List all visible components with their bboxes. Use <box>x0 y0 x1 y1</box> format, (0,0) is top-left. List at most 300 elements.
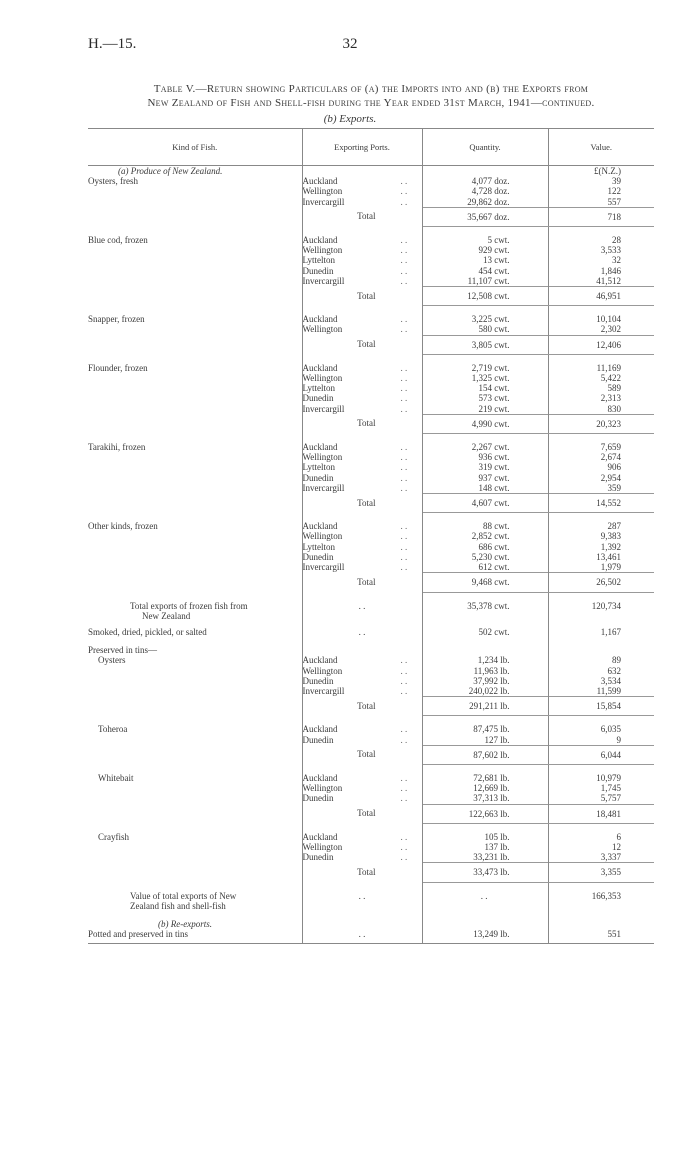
reexports-value: 551 <box>607 929 621 940</box>
spacer-row <box>88 513 654 522</box>
quantity-value: 11,107 cwt. <box>467 275 510 286</box>
empty-cell <box>422 823 548 832</box>
empty-cell <box>88 494 302 513</box>
total-value: 14,552 <box>548 494 654 513</box>
total-row <box>88 207 654 226</box>
exporting-ports-cell <box>302 314 422 335</box>
leader-dots: . . <box>400 176 408 187</box>
spacer-row <box>88 716 654 725</box>
total-value: 3,355 <box>548 863 654 882</box>
empty-cell <box>548 306 654 315</box>
empty-cell <box>88 823 302 832</box>
port-name: Lyttelton . . <box>302 541 408 552</box>
empty-cell <box>548 354 654 363</box>
value-amount: 2,954 <box>600 472 621 483</box>
frozen-total-label <box>88 601 302 621</box>
table-title <box>88 82 654 110</box>
empty-cell <box>88 697 302 716</box>
empty-cell <box>88 513 302 522</box>
empty-cell <box>548 227 654 236</box>
empty-cell <box>422 637 548 645</box>
port-name: Wellington . . <box>302 841 408 852</box>
empty-cell <box>88 434 302 443</box>
value-amount: 287 <box>607 521 621 532</box>
reexports-quantity: 13,249 lb. <box>422 929 548 939</box>
empty-cell <box>88 207 302 226</box>
empty-cell <box>422 592 548 601</box>
frozen-total-line1: Total exports of frozen fish from <box>130 600 248 611</box>
empty-cell <box>88 764 302 773</box>
quantity-value: 686 cwt. <box>478 541 510 552</box>
quantity-value: 37,992 lb. <box>473 675 510 686</box>
quantity-cell <box>422 724 548 745</box>
table-title-line1: Table V.—Return showing Particulars of (a) the Imports into and (b) the Exports from <box>153 83 589 95</box>
leader-dots: . . <box>400 482 408 493</box>
leader-dots: . . <box>400 665 408 676</box>
value-cell <box>548 235 654 287</box>
col-header-value: Value. <box>548 129 654 166</box>
quantity-cell <box>422 521 548 573</box>
value-amount: 6 <box>616 831 621 842</box>
total-value: 718 <box>548 207 654 226</box>
table-body <box>88 166 654 944</box>
leader-dots: . . <box>400 373 408 384</box>
quantity-value: 33,231 lb. <box>473 852 510 863</box>
dots-cell: . . <box>302 891 422 911</box>
leader-dots: . . <box>400 724 408 735</box>
empty-cell <box>422 911 548 919</box>
quantity-value: 127 lb. <box>484 734 510 745</box>
value-amount: 2,302 <box>600 324 621 335</box>
leader-dots: . . <box>400 275 408 286</box>
total-value: 6,044 <box>548 745 654 764</box>
produce-heading: (a) Produce of New Zealand. <box>118 166 223 176</box>
empty-cell <box>88 863 302 882</box>
quantity-cell <box>422 832 548 863</box>
empty-cell <box>88 287 302 306</box>
quantity-value: 105 lb. <box>484 831 510 842</box>
total-value: 20,323 <box>548 414 654 433</box>
preserved-heading-row <box>88 645 654 655</box>
empty-cell <box>548 637 654 645</box>
fish-kind-cell <box>88 314 302 335</box>
port-name: Dunedin . . <box>302 793 408 804</box>
fish-group-row <box>88 166 654 208</box>
quantity-value: 929 cwt. <box>478 245 510 256</box>
fish-group-row <box>88 521 654 573</box>
spacer-row <box>88 823 654 832</box>
value-amount: 39 <box>612 176 621 187</box>
empty-cell <box>302 306 422 315</box>
quantity-cell <box>422 166 548 208</box>
exporting-ports-cell <box>302 363 422 415</box>
quantity-value: 13 cwt. <box>483 255 510 266</box>
quantity-value: 2,719 cwt. <box>471 362 510 373</box>
value-cell <box>548 521 654 573</box>
empty-cell <box>422 354 548 363</box>
value-amount: 3,533 <box>600 245 621 256</box>
fish-kind-label: Crayfish <box>98 831 129 842</box>
total-label: Total <box>302 494 422 513</box>
fish-group-row <box>88 442 654 494</box>
value-amount: 89 <box>612 655 621 666</box>
reexports-label: Potted and preserved in tins <box>88 929 302 939</box>
total-quantity: 87,602 lb. <box>422 745 548 764</box>
total-row <box>88 573 654 592</box>
empty-cell <box>88 414 302 433</box>
total-value: 18,481 <box>548 804 654 823</box>
quantity-value: 148 cwt. <box>478 482 510 493</box>
empty-cell <box>422 919 548 929</box>
quantity-cell <box>422 235 548 287</box>
port-name: Wellington . . <box>302 783 408 794</box>
port-name: Auckland . . <box>302 655 408 666</box>
grand-total-value: 166,353 <box>591 890 621 901</box>
empty-cell <box>548 919 654 929</box>
leader-dots: . . <box>400 383 408 394</box>
empty-cell <box>422 939 548 944</box>
spacer-row <box>88 637 654 645</box>
smoked-quantity: 502 cwt. <box>422 621 548 637</box>
fish-kind-cell <box>88 724 302 745</box>
empty-cell <box>422 645 548 655</box>
value-cell <box>548 442 654 494</box>
value-cell <box>548 773 654 804</box>
port-name: Invercargill . . <box>302 685 408 696</box>
fish-kind-label: Tarakihi, frozen <box>88 442 146 453</box>
fish-group-row <box>88 363 654 415</box>
empty-cell <box>548 513 654 522</box>
exporting-ports-cell <box>302 235 422 287</box>
reexports-row <box>88 929 654 939</box>
spacer-row <box>88 434 654 443</box>
total-value: 46,951 <box>548 287 654 306</box>
empty-cell <box>88 592 302 601</box>
total-label: Total <box>302 804 422 823</box>
port-name: Auckland . . <box>302 772 408 783</box>
empty-cell <box>422 306 548 315</box>
port-name: Invercargill . . <box>302 275 408 286</box>
quantity-value: 12,669 lb. <box>473 783 510 794</box>
total-value: 15,854 <box>548 697 654 716</box>
value-amount: 2,674 <box>600 452 621 463</box>
empty-cell <box>548 939 654 944</box>
value-amount: 9,383 <box>600 531 621 542</box>
quantity-value: 2,267 cwt. <box>471 442 510 453</box>
quantity-value: 573 cwt. <box>478 393 510 404</box>
leader-dots: . . <box>400 314 408 325</box>
leader-dots: . . <box>400 472 408 483</box>
frozen-total-line2: New Zealand <box>142 610 191 621</box>
empty-cell <box>302 354 422 363</box>
quantity-value: 937 cwt. <box>478 472 510 483</box>
empty-cell <box>302 939 422 944</box>
quantity-value: 612 cwt. <box>478 562 510 573</box>
table-subtitle: (b) Exports. <box>323 113 377 125</box>
empty-cell <box>88 227 302 236</box>
leader-dots: . . <box>400 186 408 197</box>
port-name: Dunedin . . <box>302 393 408 404</box>
quantity-value: 88 cwt. <box>483 521 510 532</box>
empty-cell <box>548 882 654 891</box>
empty-cell <box>302 227 422 236</box>
quantity-value: 319 cwt. <box>478 462 510 473</box>
leader-dots: . . <box>400 655 408 666</box>
quantity-value: 3,225 cwt. <box>471 314 510 325</box>
value-amount: 359 <box>607 482 621 493</box>
fish-group-row <box>88 773 654 804</box>
total-label: Total <box>302 697 422 716</box>
port-name: Wellington . . <box>302 373 408 384</box>
quantity-value: 5 cwt. <box>487 235 510 246</box>
port-name: Wellington . . <box>302 186 408 197</box>
empty-cell <box>548 434 654 443</box>
value-amount: 557 <box>607 196 621 207</box>
empty-cell <box>422 513 548 522</box>
leader-dots: . . <box>400 793 408 804</box>
frozen-total-value: 120,734 <box>591 600 621 611</box>
quantity-value: 454 cwt. <box>478 265 510 276</box>
quantity-value: 4,728 doz. <box>471 186 510 197</box>
leader-dots: . . <box>400 852 408 863</box>
report-reference: H.—15. <box>88 36 137 52</box>
value-amount: 11,169 <box>596 362 621 373</box>
empty-cell <box>422 882 548 891</box>
leader-dots: . . <box>400 245 408 256</box>
value-amount: 1,745 <box>600 783 621 794</box>
empty-cell <box>548 716 654 725</box>
reexports-heading-row <box>88 919 654 929</box>
fish-kind-cell <box>88 773 302 804</box>
quantity-value: 87,475 lb. <box>473 724 510 735</box>
empty-cell <box>548 645 654 655</box>
value-amount: 41,512 <box>596 275 621 286</box>
total-quantity: 4,607 cwt. <box>422 494 548 513</box>
value-amount: 10,104 <box>596 314 621 325</box>
leader-dots: . . <box>400 324 408 335</box>
value-amount: 1,846 <box>600 265 621 276</box>
total-label: Total <box>302 335 422 354</box>
quantity-cell <box>422 773 548 804</box>
total-quantity: 35,667 doz. <box>422 207 548 226</box>
grand-total-line2: Zealand fish and shell-fish <box>130 900 226 911</box>
port-name: Auckland . . <box>302 521 408 532</box>
total-quantity: 33,473 lb. <box>422 863 548 882</box>
value-amount: 122 <box>607 186 621 197</box>
fish-kind-cell <box>88 655 302 696</box>
dots-cell: . . <box>422 891 548 911</box>
fish-kind-cell <box>88 166 302 208</box>
quantity-cell <box>422 655 548 696</box>
port-name: Wellington . . <box>302 324 408 335</box>
leader-dots: . . <box>400 531 408 542</box>
value-amount: 830 <box>607 403 621 414</box>
page-header <box>0 36 700 56</box>
empty-cell <box>548 911 654 919</box>
fish-kind-label: Oysters, fresh <box>88 176 138 187</box>
port-name: Lyttelton . . <box>302 383 408 394</box>
col-header-kind: Kind of Fish. <box>88 129 302 166</box>
fish-kind-label: Flounder, frozen <box>88 362 148 373</box>
fish-kind-cell <box>88 363 302 415</box>
total-value: 12,406 <box>548 335 654 354</box>
preserved-heading: Preserved in tins— <box>88 645 302 655</box>
leader-dots: . . <box>400 772 408 783</box>
leader-dots: . . <box>400 362 408 373</box>
port-name: Auckland . . <box>302 314 408 325</box>
port-name: Wellington . . <box>302 245 408 256</box>
quantity-value: 5,230 cwt. <box>471 551 510 562</box>
port-name: Dunedin . . <box>302 472 408 483</box>
port-name: Auckland . . <box>302 831 408 842</box>
quantity-value: 580 cwt. <box>478 324 510 335</box>
fish-kind-cell <box>88 442 302 494</box>
table-title-line2: New Zealand of Fish and Shell-fish during the Year ended 31st March, 1941—continued. <box>147 97 595 109</box>
empty-cell <box>422 227 548 236</box>
empty-cell <box>548 764 654 773</box>
dots-cell: . . <box>302 929 422 939</box>
leader-dots: . . <box>400 685 408 696</box>
leader-dots: . . <box>400 462 408 473</box>
exporting-ports-cell <box>302 655 422 696</box>
leader-dots: . . <box>400 393 408 404</box>
port-name: Dunedin . . <box>302 675 408 686</box>
quantity-cell <box>422 314 548 335</box>
fish-group-row <box>88 832 654 863</box>
empty-cell <box>302 911 422 919</box>
value-amount: 2,313 <box>600 393 621 404</box>
quantity-cell <box>422 363 548 415</box>
total-row <box>88 697 654 716</box>
fish-kind-cell <box>88 832 302 863</box>
value-amount: 12 <box>612 841 621 852</box>
fish-kind-label: Snapper, frozen <box>88 314 145 325</box>
leader-dots: . . <box>400 734 408 745</box>
spacer-row <box>88 306 654 315</box>
empty-cell <box>88 306 302 315</box>
empty-cell <box>302 882 422 891</box>
leader-dots: . . <box>400 235 408 246</box>
leader-dots: . . <box>400 841 408 852</box>
quantity-value: 72,681 lb. <box>473 772 510 783</box>
value-amount: 3,534 <box>600 675 621 686</box>
exporting-ports-cell <box>302 832 422 863</box>
quantity-value: 1,325 cwt. <box>471 373 510 384</box>
value-amount: 5,422 <box>600 373 621 384</box>
quantity-value: 154 cwt. <box>478 383 510 394</box>
quantity-value: 37,313 lb. <box>473 793 510 804</box>
total-row <box>88 335 654 354</box>
value-amount: 9 <box>616 734 621 745</box>
total-row <box>88 745 654 764</box>
port-name: Invercargill . . <box>302 403 408 414</box>
table-bottom-rule <box>88 939 654 944</box>
total-label: Total <box>302 573 422 592</box>
leader-dots: . . <box>400 675 408 686</box>
empty-cell <box>302 637 422 645</box>
total-quantity: 9,468 cwt. <box>422 573 548 592</box>
empty-cell <box>302 645 422 655</box>
empty-cell <box>88 716 302 725</box>
smoked-row <box>88 621 654 637</box>
leader-dots: . . <box>400 562 408 573</box>
empty-cell <box>548 592 654 601</box>
fish-group-row <box>88 655 654 696</box>
value-amount: 13,461 <box>596 551 621 562</box>
quantity-value: 1,234 lb. <box>477 655 510 666</box>
total-row <box>88 863 654 882</box>
reexports-heading: (b) Re-exports. <box>88 919 302 929</box>
quantity-value: 4,077 doz. <box>471 176 510 187</box>
exports-table <box>88 128 654 944</box>
grand-total-label <box>88 891 302 911</box>
spacer-row <box>88 592 654 601</box>
total-row <box>88 414 654 433</box>
fish-kind-label: Whitebait <box>98 772 134 783</box>
empty-cell <box>88 911 302 919</box>
port-name: Dunedin . . <box>302 551 408 562</box>
empty-cell <box>88 637 302 645</box>
value-amount: 7,659 <box>600 442 621 453</box>
dots-cell: . . <box>302 601 422 621</box>
fish-kind-cell <box>88 521 302 573</box>
fish-kind-cell <box>88 235 302 287</box>
value-amount: 10,979 <box>596 772 621 783</box>
dots-cell: . . <box>302 621 422 637</box>
port-name: Invercargill . . <box>302 482 408 493</box>
frozen-total-quantity: 35,378 cwt. <box>422 601 548 621</box>
spacer-line <box>303 166 422 176</box>
total-quantity: 4,990 cwt. <box>422 414 548 433</box>
leader-dots: . . <box>400 452 408 463</box>
value-amount: 5,757 <box>600 793 621 804</box>
value-cell <box>548 166 654 208</box>
spacer-row <box>88 911 654 919</box>
leader-dots: . . <box>400 541 408 552</box>
smoked-label: Smoked, dried, pickled, or salted <box>88 621 302 637</box>
value-amount: 11,599 <box>596 685 621 696</box>
leader-dots: . . <box>400 403 408 414</box>
value-amount: 32 <box>612 255 621 266</box>
table-header-row <box>88 129 654 166</box>
col-header-ports: Exporting Ports. <box>302 129 422 166</box>
exporting-ports-cell <box>302 773 422 804</box>
empty-cell <box>422 764 548 773</box>
empty-cell <box>302 513 422 522</box>
empty-cell <box>88 882 302 891</box>
total-label: Total <box>302 287 422 306</box>
empty-cell <box>88 745 302 764</box>
value-amount: 906 <box>607 462 621 473</box>
leader-dots: . . <box>400 265 408 276</box>
value-cell <box>548 724 654 745</box>
empty-cell <box>302 919 422 929</box>
value-amount: 28 <box>612 235 621 246</box>
total-row <box>88 287 654 306</box>
spacer-row <box>88 227 654 236</box>
col-header-quantity: Quantity. <box>422 129 548 166</box>
total-quantity: 122,663 lb. <box>422 804 548 823</box>
total-row <box>88 804 654 823</box>
empty-cell <box>422 716 548 725</box>
port-name: Wellington . . <box>302 531 408 542</box>
exporting-ports-cell <box>302 166 422 208</box>
fish-kind-label: Toheroa <box>98 724 128 735</box>
port-name: Dunedin . . <box>302 265 408 276</box>
leader-dots: . . <box>400 551 408 562</box>
grand-total-line1: Value of total exports of New <box>130 890 237 901</box>
fish-kind-label: Oysters <box>98 655 126 666</box>
